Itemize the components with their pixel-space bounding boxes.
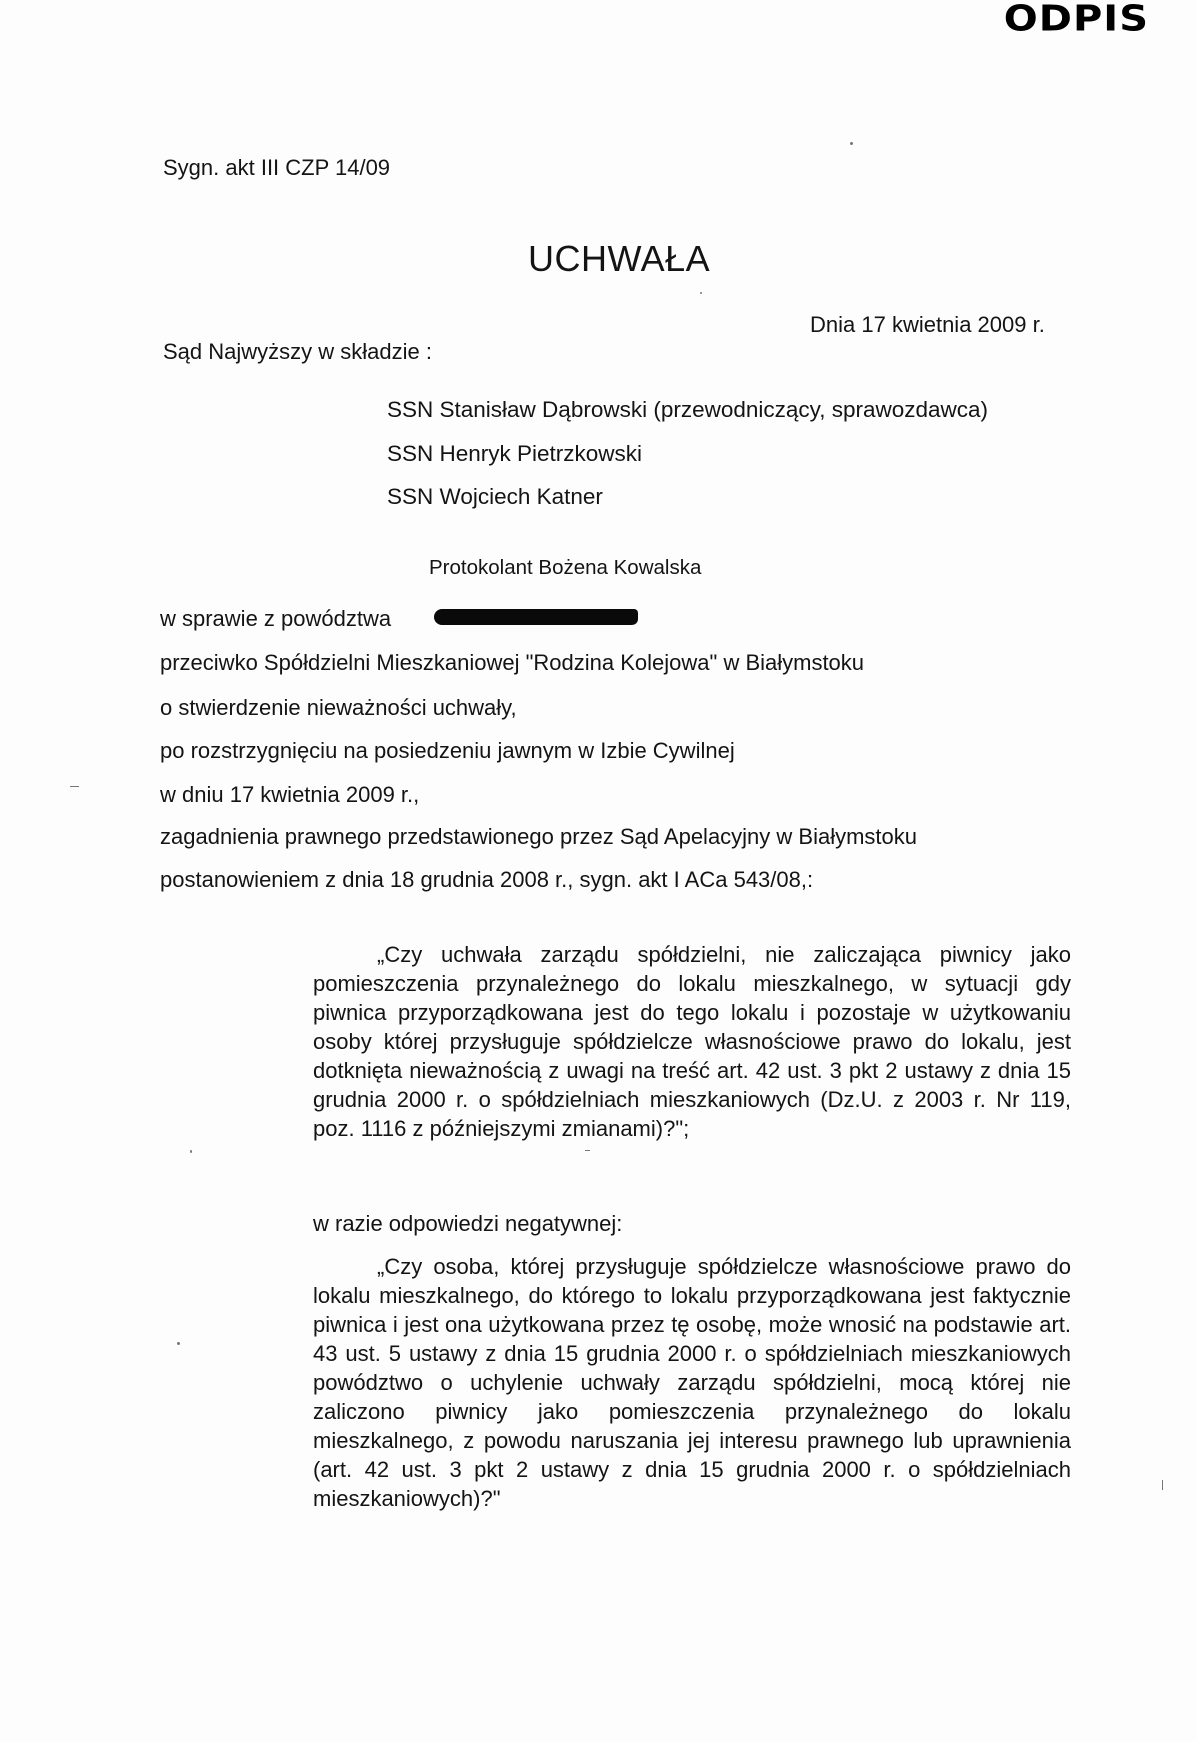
document-title: UCHWAŁA [528,238,711,279]
judge-third: SSN Wojciech Katner [387,484,603,509]
judge-second: SSN Henryk Pietrzkowski [387,441,643,466]
scan-speck [585,1150,590,1151]
legal-question-primary-text: „Czy uchwała zarządu spółdzielni, nie zaliczająca piwnicy jako pomieszczenia przynależnego do lokalu mieszkalnego, w sytuacji gdy piwnica przyporządkowana jest do tego lokalu i pozostaje w użytkowaniu osoby której przysługuje spółdzielcze własnościowe prawo do lokalu, jest dotknięta nieważnością z uwagi na treść art. 42 ust. 3 pkt 2 ustawy z dnia 15 grudnia 2000 r. o spółdzielniach mieszkaniowych (Dz.U. z 2003 r. Nr 119, poz. 1116 z późniejszymi zmianami)?"; [313,942,1071,1141]
negative-answer-label: w razie odpowiedzi negatywnej: [313,1211,623,1236]
case-line-defendant: przeciwko Spółdzielni Mieszkaniowej "Rodzina Kolejowa" w Białymstoku [160,650,865,675]
scan-speck [190,1150,192,1153]
case-line-hearing: po rozstrzygnięciu na posiedzeniu jawnym w Izbie Cywilnej [160,738,735,763]
judge-presiding: SSN Stanisław Dąbrowski (przewodniczący, sprawozdawca) [387,397,989,422]
legal-question-secondary [313,1252,1071,1513]
scan-speck [177,1342,180,1345]
case-number: Sygn. akt III CZP 14/09 [163,155,391,180]
copy-stamp: ODPIS [1003,0,1149,40]
redacted-name [434,609,638,625]
scan-speck [70,786,79,787]
case-line-question-source: zagadnienia prawnego przedstawionego przez Sąd Apelacyjny w Białymstoku [160,824,918,849]
legal-question-primary [313,940,1071,1143]
scan-speck [700,292,702,294]
legal-question-secondary-text: „Czy osoba, której przysługuje spółdzielcze własnościowe prawo do lokalu mieszkalnego, do którego to lokalu przyporządkowana jest faktycznie piwnica i jest ona użytkowana przez tę osobę, może wnosić na podstawie art. 43 ust. 5 ustawy z dnia 15 grudnia 2000 r. o spółdzielniach mieszkaniowych powództwo o uchylenie uchwały zarządu spółdzielni, mocą której nie zaliczono piwnicy jako pomieszczenia przynależnego do lokalu mieszkalnego, z powodu naruszania jej interesu prawnego lub uprawnienia (art. 42 ust. 3 pkt 2 ustawy z dnia 15 grudnia 2000 r. o spółdzielniach mieszkaniowych)?" [313,1254,1071,1511]
case-line-order-reference: postanowieniem z dnia 18 grudnia 2008 r., sygn. akt I ACa 543/08,: [160,867,814,892]
case-line-plaintiff: w sprawie z powództwa [160,606,392,631]
case-line-subject: o stwierdzenie nieważności uchwały, [160,695,517,720]
scan-speck [850,142,853,145]
court-clerk: Protokolant Bożena Kowalska [429,556,702,579]
court-composition-label: Sąd Najwyższy w składzie : [163,339,432,364]
scan-speck [1162,1480,1163,1490]
resolution-date: Dnia 17 kwietnia 2009 r. [810,312,1045,337]
case-line-hearing-date: w dniu 17 kwietnia 2009 r., [160,782,420,807]
